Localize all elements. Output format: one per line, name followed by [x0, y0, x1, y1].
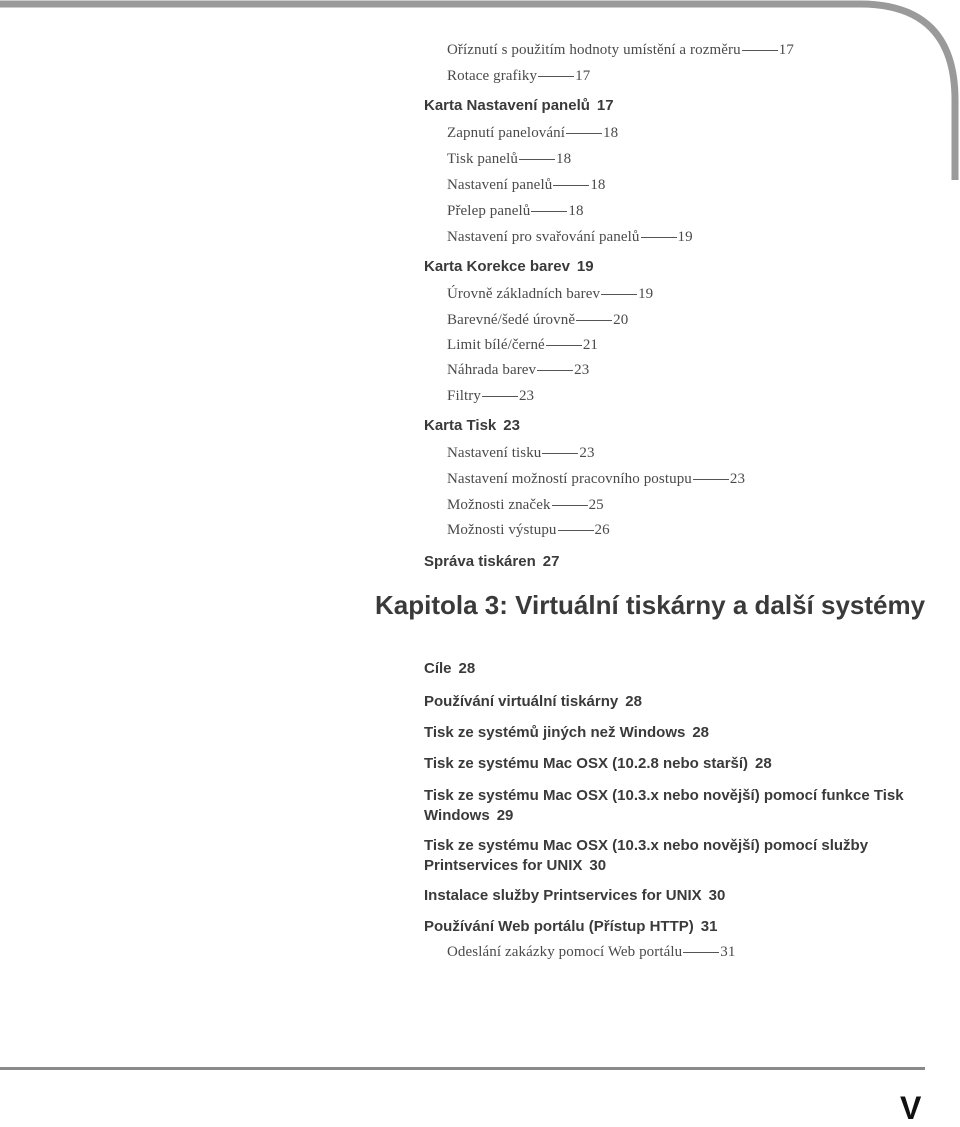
toc-entry-page: 26 — [594, 522, 610, 538]
toc-entry-page: 23 — [579, 445, 595, 461]
toc-entry-page: 17 — [778, 42, 794, 58]
toc-leader-dash — [553, 185, 589, 186]
toc-entry-title: Filtry — [447, 388, 481, 404]
toc-entry-page: 31 — [700, 918, 718, 935]
toc-entry[interactable] — [447, 445, 595, 462]
toc-leader-dash — [519, 159, 555, 160]
toc-entry[interactable] — [424, 97, 614, 114]
toc-entry-page: 18 — [555, 151, 572, 167]
toc-leader-dash — [683, 952, 719, 953]
toc-leader-dash — [566, 133, 602, 134]
toc-entry[interactable] — [447, 125, 618, 142]
toc-entry-page: 20 — [613, 312, 629, 328]
toc-entry-title: Nastavení tisku — [447, 445, 542, 461]
chapter-title: Kapitola 3: Virtuální tiskárny a další systémy — [375, 590, 926, 620]
toc-entry-title: Zapnutí panelování — [447, 125, 566, 141]
toc-entry[interactable] — [447, 362, 589, 379]
toc-leader-dash — [601, 294, 637, 295]
toc-entry-page: 31 — [720, 944, 736, 960]
toc-entry[interactable] — [447, 471, 745, 488]
toc-entry-page: 17 — [596, 97, 614, 114]
toc-entry-page: 27 — [542, 553, 560, 570]
toc-entry-title: Nastavení panelů — [447, 177, 553, 193]
toc-entry[interactable] — [447, 151, 571, 168]
toc-entry-page: 19 — [677, 229, 693, 245]
toc-entry[interactable] — [447, 177, 606, 194]
toc-entry[interactable] — [424, 836, 944, 876]
toc-leader-dash — [537, 370, 573, 371]
toc-entry-page: 18 — [603, 125, 619, 141]
toc-entry-page: 28 — [458, 660, 476, 677]
footer-rule — [0, 1067, 925, 1070]
toc-entry[interactable] — [424, 258, 594, 275]
toc-entry-title: Náhrada barev — [447, 362, 537, 378]
toc-entry-page: 23 — [729, 471, 746, 487]
toc-entry-page: 30 — [708, 887, 726, 904]
toc-entry[interactable] — [447, 203, 584, 220]
toc-entry[interactable] — [424, 724, 709, 741]
toc-entry-title: Odeslání zakázky pomocí Web portálu — [447, 944, 683, 960]
toc-leader-dash — [552, 505, 588, 506]
toc-entry-page: 23 — [574, 362, 590, 378]
toc-entry-title: Karta Tisk — [424, 417, 497, 434]
toc-entry-page: 25 — [588, 497, 604, 513]
toc-entry-title: Používání Web portálu (Přístup HTTP) — [424, 918, 694, 935]
toc-entry-page: 29 — [496, 807, 514, 824]
toc-entry-title: Tisk ze systému Mac OSX (10.2.8 nebo starší) — [424, 755, 749, 772]
toc-entry-page: 30 — [589, 857, 607, 874]
toc-entry[interactable] — [424, 918, 717, 935]
toc-leader-dash — [546, 345, 582, 346]
toc-leader-dash — [693, 479, 729, 480]
toc-entry-title: Cíle — [424, 660, 452, 677]
toc-entry-title: Tisk panelů — [447, 151, 518, 167]
toc-entry-title: Možnosti výstupu — [447, 522, 557, 538]
toc-entry-page: 19 — [576, 258, 594, 275]
toc-entry[interactable] — [447, 312, 628, 329]
toc-leader-dash — [531, 211, 567, 212]
toc-entry-title: Nastavení možností pracovního postupu — [447, 471, 692, 487]
toc-entry-title: Přelep panelů — [447, 203, 531, 219]
toc-entry[interactable] — [447, 42, 794, 59]
toc-leader-dash — [542, 453, 578, 454]
toc-entry-page: 23 — [518, 388, 535, 404]
toc-entry[interactable] — [424, 887, 725, 904]
toc-entry-page: 18 — [568, 203, 584, 219]
toc-entry-title: Používání virtuální tiskárny — [424, 693, 619, 710]
toc-entry-page: 28 — [692, 724, 710, 741]
toc-entry-title: Oříznutí s použitím hodnoty umístění a rozměru — [447, 42, 741, 58]
toc-entry-title: Správa tiskáren — [424, 553, 536, 570]
toc-leader-dash — [576, 320, 612, 321]
toc-entry-title: Tisk ze systému Mac OSX (10.3.x nebo novější) pomocí funkce Tisk Windows — [424, 787, 904, 824]
toc-entry-title: Úrovně základních barev — [447, 286, 601, 302]
toc-entry[interactable] — [447, 229, 693, 246]
toc-entry[interactable] — [424, 693, 642, 710]
toc-entry-title: Instalace služby Printservices for UNIX — [424, 887, 702, 904]
toc-leader-dash — [482, 396, 518, 397]
toc-entry-page: 19 — [638, 286, 654, 302]
toc-entry[interactable] — [424, 786, 944, 826]
toc-entry-title: Tisk ze systému Mac OSX (10.3.x nebo novější) pomocí služby Printservices for UNIX — [424, 837, 869, 874]
toc-entry-title: Možnosti značek — [447, 497, 551, 513]
toc-leader-dash — [558, 530, 594, 531]
toc-entry-title: Barevné/šedé úrovně — [447, 312, 576, 328]
toc-entry-title: Rotace grafiky — [447, 68, 538, 84]
toc-entry[interactable] — [424, 755, 772, 772]
toc-entry-page: 23 — [503, 417, 520, 434]
toc-entry-title: Nastavení pro svařování panelů — [447, 229, 640, 245]
toc-leader-dash — [641, 237, 677, 238]
toc-entry-page: 21 — [582, 337, 599, 353]
toc-entry-title: Karta Korekce barev — [424, 258, 570, 275]
toc-entry-title: Tisk ze systémů jiných než Windows — [424, 724, 686, 741]
toc-entry[interactable] — [424, 553, 559, 570]
toc-leader-dash — [538, 76, 574, 77]
toc-entry[interactable] — [447, 68, 590, 85]
toc-entry[interactable] — [447, 388, 534, 405]
toc-leader-dash — [742, 50, 778, 51]
toc-entry-page: 28 — [755, 755, 772, 772]
page-number: V — [900, 1090, 922, 1126]
toc-entry-title: Limit bílé/černé — [447, 337, 545, 353]
toc-entry[interactable] — [447, 497, 604, 514]
toc-entry-title: Karta Nastavení panelů — [424, 97, 590, 114]
toc-entry[interactable] — [424, 660, 475, 677]
toc-entry-page: 28 — [625, 693, 642, 710]
toc-entry-page: 17 — [575, 68, 591, 84]
toc-entry[interactable] — [447, 944, 735, 961]
toc-entry-page: 18 — [590, 177, 606, 193]
toc-entry[interactable] — [447, 286, 653, 303]
toc-entry[interactable] — [424, 417, 520, 434]
toc-entry[interactable] — [447, 337, 598, 354]
toc-entry[interactable] — [447, 522, 610, 539]
